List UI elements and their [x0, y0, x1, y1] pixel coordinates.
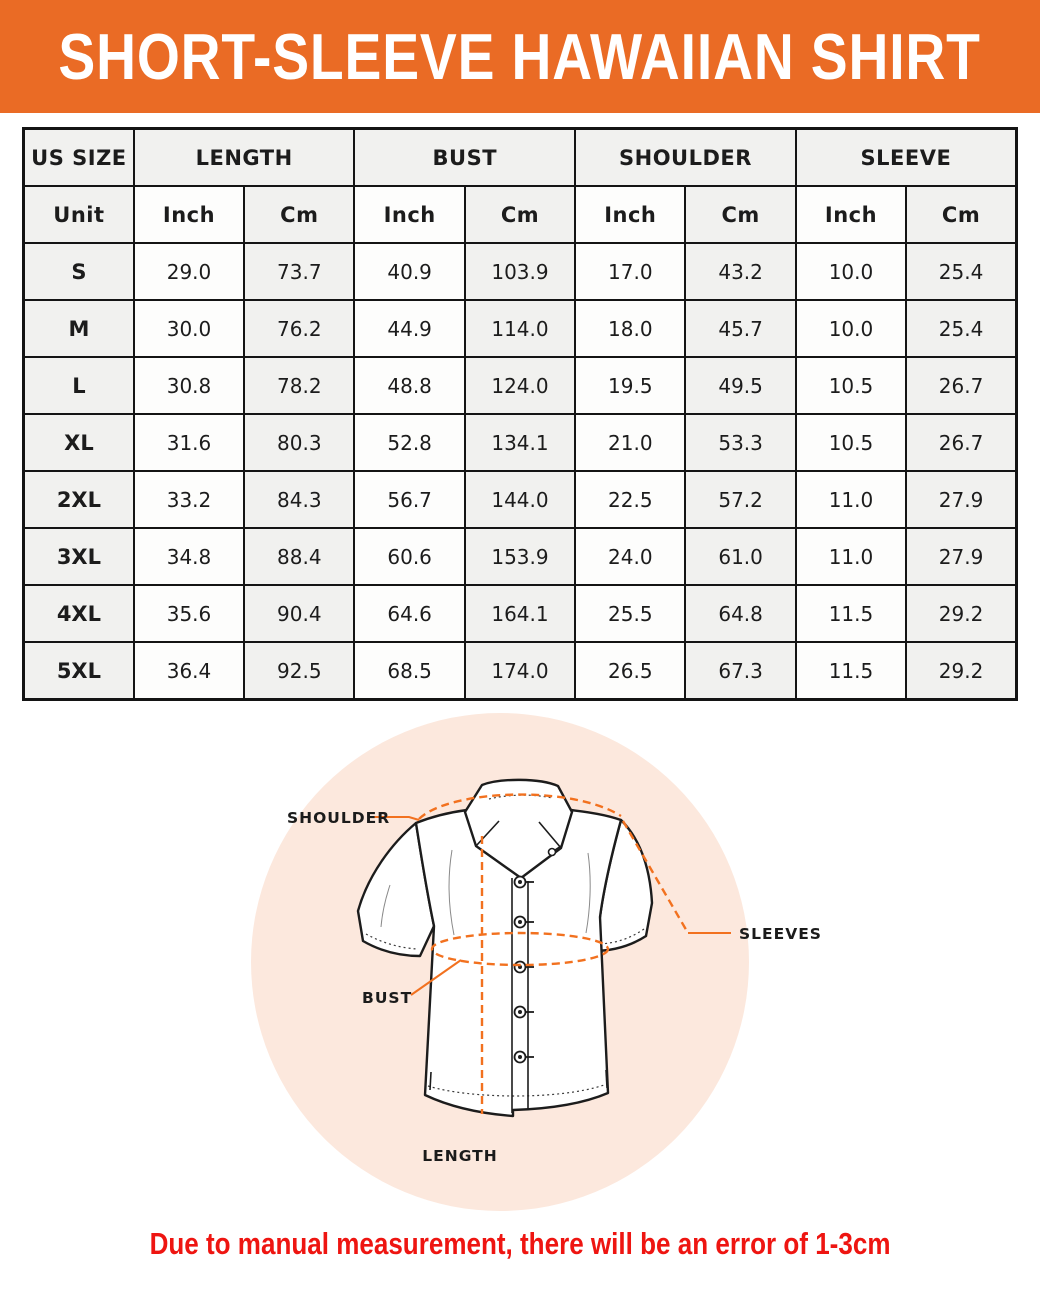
value-cell: 33.2: [134, 471, 244, 528]
value-cell: 45.7: [685, 300, 795, 357]
table-row: [24, 357, 1017, 414]
value-cell: 24.0: [575, 528, 685, 585]
value-cell: 31.6: [134, 414, 244, 471]
length-label: LENGTH: [422, 1147, 498, 1165]
size-cell: 5XL: [24, 642, 134, 700]
value-cell: 29.2: [906, 642, 1016, 700]
corner-header-cell: US SIZE: [24, 129, 134, 187]
table-row: [24, 243, 1017, 300]
value-cell: 103.9: [465, 243, 575, 300]
value-cell: 11.5: [796, 585, 906, 642]
size-cell: L: [24, 357, 134, 414]
value-cell: 11.5: [796, 642, 906, 700]
value-cell: 90.4: [244, 585, 354, 642]
unit-cell-cm: Cm: [685, 186, 795, 243]
value-cell: 17.0: [575, 243, 685, 300]
unit-cell-cm: Cm: [465, 186, 575, 243]
value-cell: 61.0: [685, 528, 795, 585]
value-cell: 53.3: [685, 414, 795, 471]
value-cell: 48.8: [354, 357, 464, 414]
value-cell: 76.2: [244, 300, 354, 357]
value-cell: 18.0: [575, 300, 685, 357]
page-title: SHORT-SLEEVE HAWAIIAN SHIRT: [58, 20, 982, 93]
size-cell: 3XL: [24, 528, 134, 585]
unit-cell-inch: Inch: [134, 186, 244, 243]
value-cell: 27.9: [906, 528, 1016, 585]
value-cell: 43.2: [685, 243, 795, 300]
table-row: [24, 642, 1017, 700]
value-cell: 10.5: [796, 414, 906, 471]
value-cell: 164.1: [465, 585, 575, 642]
bust-label: BUST: [362, 989, 413, 1007]
value-cell: 26.7: [906, 414, 1016, 471]
value-cell: 10.5: [796, 357, 906, 414]
unit-cell-inch: Inch: [575, 186, 685, 243]
value-cell: 134.1: [465, 414, 575, 471]
group-header-length: LENGTH: [134, 129, 355, 187]
value-cell: 114.0: [465, 300, 575, 357]
unit-cell-inch: Inch: [354, 186, 464, 243]
value-cell: 22.5: [575, 471, 685, 528]
size-cell: 2XL: [24, 471, 134, 528]
value-cell: 174.0: [465, 642, 575, 700]
value-cell: 34.8: [134, 528, 244, 585]
value-cell: 68.5: [354, 642, 464, 700]
value-cell: 56.7: [354, 471, 464, 528]
value-cell: 49.5: [685, 357, 795, 414]
value-cell: 29.2: [906, 585, 1016, 642]
size-cell: S: [24, 243, 134, 300]
value-cell: 52.8: [354, 414, 464, 471]
value-cell: 36.4: [134, 642, 244, 700]
value-cell: 26.7: [906, 357, 1016, 414]
value-cell: 26.5: [575, 642, 685, 700]
value-cell: 64.6: [354, 585, 464, 642]
collar-button: [549, 849, 556, 856]
value-cell: 84.3: [244, 471, 354, 528]
shoulder-label: SHOULDER: [287, 809, 391, 827]
disclaimer-text: Due to manual measurement, there will be an error of 1-3cm: [149, 1226, 891, 1261]
table-row: [24, 585, 1017, 642]
value-cell: 64.8: [685, 585, 795, 642]
size-chart-table: [22, 127, 1018, 701]
value-cell: 67.3: [685, 642, 795, 700]
sleeves-label: SLEEVES: [739, 925, 822, 943]
value-cell: 153.9: [465, 528, 575, 585]
value-cell: 11.0: [796, 528, 906, 585]
group-header-row: [24, 129, 1017, 187]
value-cell: 21.0: [575, 414, 685, 471]
value-cell: 124.0: [465, 357, 575, 414]
unit-header-row: [24, 186, 1017, 243]
size-chart-section: [22, 127, 1018, 701]
value-cell: 40.9: [354, 243, 464, 300]
table-row: [24, 300, 1017, 357]
unit-cell-inch: Inch: [796, 186, 906, 243]
group-header-sleeve: SLEEVE: [796, 129, 1017, 187]
value-cell: 92.5: [244, 642, 354, 700]
value-cell: 27.9: [906, 471, 1016, 528]
value-cell: 88.4: [244, 528, 354, 585]
value-cell: 35.6: [134, 585, 244, 642]
value-cell: 57.2: [685, 471, 795, 528]
value-cell: 25.4: [906, 300, 1016, 357]
value-cell: 25.4: [906, 243, 1016, 300]
size-cell: XL: [24, 414, 134, 471]
value-cell: 30.8: [134, 357, 244, 414]
value-cell: 144.0: [465, 471, 575, 528]
table-row: [24, 471, 1017, 528]
value-cell: 30.0: [134, 300, 244, 357]
value-cell: 29.0: [134, 243, 244, 300]
value-cell: 11.0: [796, 471, 906, 528]
unit-label-cell: Unit: [24, 186, 134, 243]
value-cell: 73.7: [244, 243, 354, 300]
table-row: [24, 414, 1017, 471]
measurement-disclaimer: [0, 1226, 1040, 1262]
value-cell: 19.5: [575, 357, 685, 414]
unit-cell-cm: Cm: [244, 186, 354, 243]
size-rows: [24, 243, 1017, 700]
size-cell: M: [24, 300, 134, 357]
value-cell: 60.6: [354, 528, 464, 585]
group-header-shoulder: SHOULDER: [575, 129, 796, 187]
size-cell: 4XL: [24, 585, 134, 642]
value-cell: 25.5: [575, 585, 685, 642]
table-row: [24, 528, 1017, 585]
measurement-diagram: [0, 715, 1040, 1215]
group-header-bust: BUST: [354, 129, 575, 187]
header-banner: [0, 0, 1040, 113]
value-cell: 10.0: [796, 243, 906, 300]
unit-cell-cm: Cm: [906, 186, 1016, 243]
value-cell: 10.0: [796, 300, 906, 357]
value-cell: 78.2: [244, 357, 354, 414]
value-cell: 44.9: [354, 300, 464, 357]
value-cell: 80.3: [244, 414, 354, 471]
